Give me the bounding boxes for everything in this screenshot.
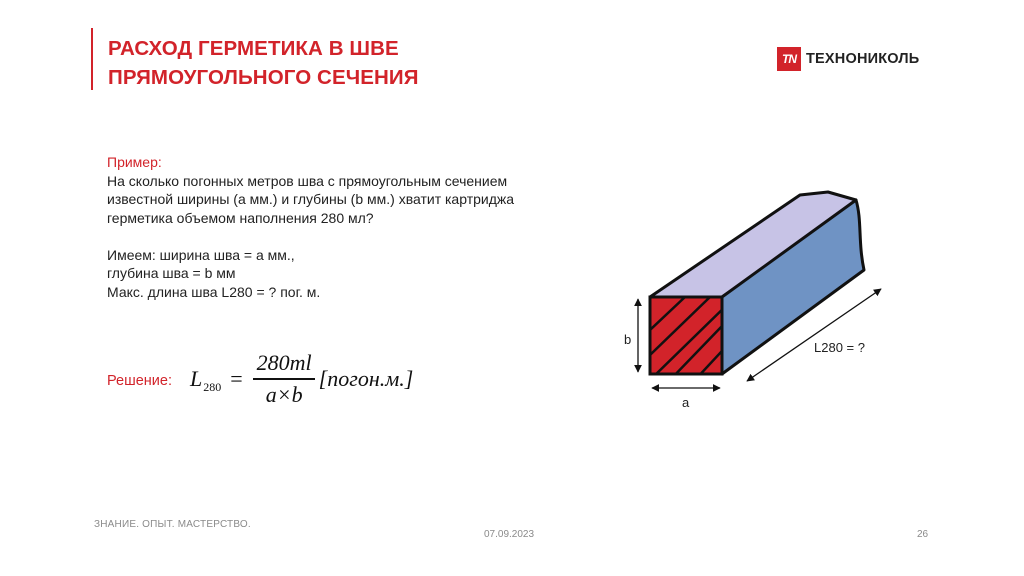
label-b: b — [624, 332, 632, 347]
brand-name: ТЕХНОНИКОЛЬ — [806, 51, 920, 67]
formula-fraction — [253, 350, 316, 408]
formula-numerator: 280ml — [256, 350, 312, 375]
label-length: L280 = ? — [814, 340, 865, 355]
given-line: Имеем: ширина шва = а мм., — [107, 246, 295, 263]
question-line: известной ширины (а мм.) и глубины (b мм.) хватит картриджа — [107, 191, 515, 207]
title-accent-line — [91, 28, 93, 90]
page-number: 26 — [917, 529, 929, 540]
label-a: a — [682, 395, 690, 410]
solution-label: Решение: — [107, 373, 172, 389]
footer-date: 07.09.2023 — [484, 529, 535, 540]
formula-equals: = — [230, 365, 243, 391]
given-line: глубина шва = b мм — [107, 265, 236, 281]
seam-diagram — [600, 180, 900, 420]
formula-unit: [погон.м.] — [318, 365, 414, 391]
brand-logo — [777, 47, 919, 71]
formula-lhs-subscript: 280 — [203, 379, 222, 394]
page-title — [108, 34, 419, 92]
formula-lhs — [190, 366, 221, 392]
title-line-1: РАСХОД ГЕРМЕТИКА В ШВЕ — [108, 37, 399, 60]
tn-logo-icon: TN — [777, 47, 801, 71]
example-heading: Пример: — [107, 154, 162, 170]
footer-slogan: ЗНАНИЕ. ОПЫТ. МАСТЕРСТВО. — [94, 519, 251, 530]
question-line: На сколько погонных метров шва с прямоугольным сечением — [107, 172, 508, 189]
formula-denominator: a×b — [265, 381, 303, 407]
formula-lhs-symbol: L — [190, 365, 203, 391]
question-line: герметика объемом наполнения 280 мл? — [107, 209, 374, 226]
given-line: Макс. длина шва L280 = ? пог. м. — [107, 283, 321, 300]
title-line-2: ПРЯМОУГОЛЬНОГО СЕЧЕНИЯ — [108, 66, 419, 89]
formula — [190, 350, 413, 408]
example-block — [107, 153, 577, 301]
